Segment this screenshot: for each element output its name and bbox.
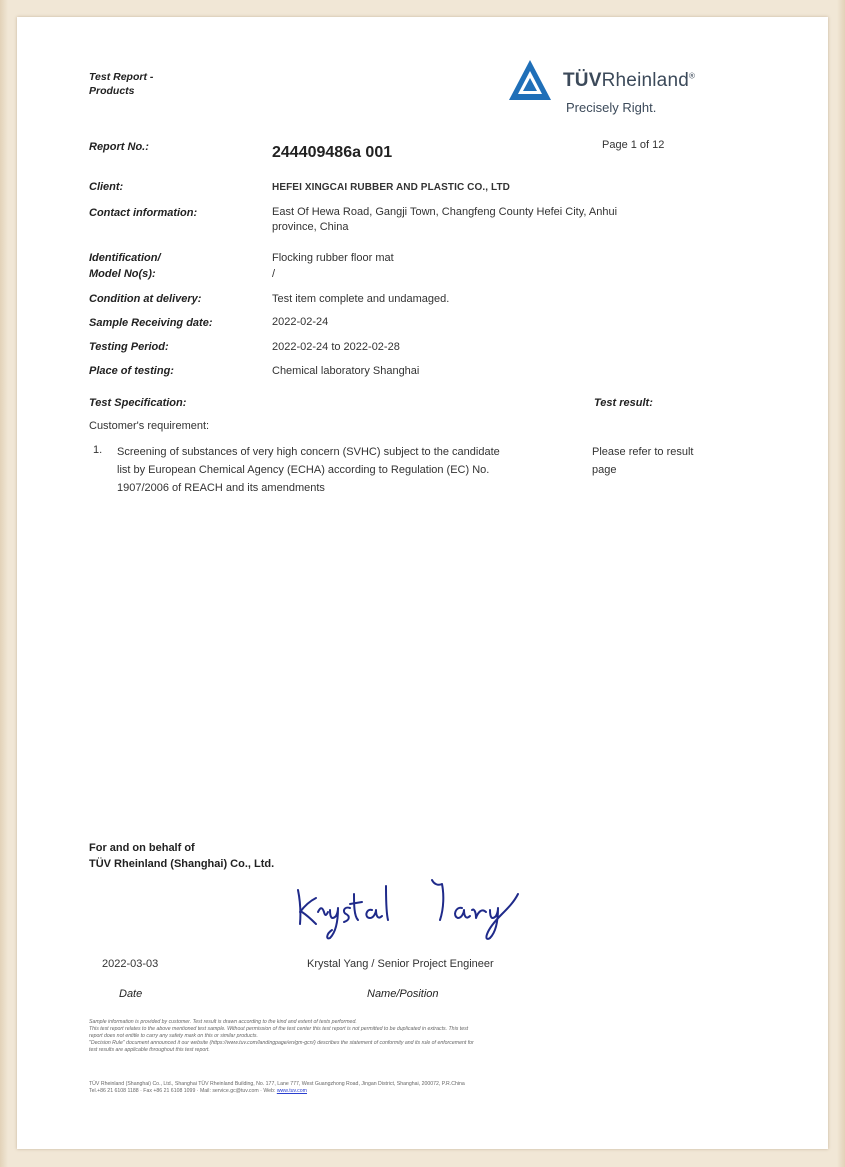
contact-line1: East Of Hewa Road, Gangji Town, Changfeng County Hefei City, Anhui <box>272 206 618 218</box>
brand-light: Rheinland <box>601 70 689 91</box>
condition-label: Condition at delivery: <box>89 293 202 305</box>
behalf-line2: TÜV Rheinland (Shanghai) Co., Ltd. <box>89 858 275 870</box>
contact-value <box>272 205 617 235</box>
page-number: Page 1 of 12 <box>602 139 665 151</box>
brand-name <box>563 70 695 92</box>
footer-notes <box>89 1019 709 1054</box>
identification-label-line1: Identification/ <box>89 252 161 264</box>
footer-note5: test results are applicable throughout this test report. <box>89 1047 210 1053</box>
footer-address <box>89 1081 709 1095</box>
spec-item-line1: Screening of substances of very high concern (SVHC) subject to the candidate <box>117 446 500 458</box>
receiving-value: 2022-02-24 <box>272 316 329 328</box>
place-label: Place of testing: <box>89 365 174 377</box>
customer-requirement: Customer's requirement: <box>89 420 210 432</box>
period-label: Testing Period: <box>89 341 169 353</box>
spec-item-result <box>592 443 694 479</box>
identification-label <box>89 250 161 282</box>
spec-item-line3: 1907/2006 of REACH and its amendments <box>117 482 325 494</box>
report-page <box>17 17 828 1149</box>
tuv-triangle-logo-icon <box>507 57 553 103</box>
client-label: Client: <box>89 181 124 193</box>
spec-item-line2: list by European Chemical Agency (ECHA) according to Regulation (EC) No. <box>117 464 490 476</box>
spec-label: Test Specification: <box>89 397 187 409</box>
footer-contact: Tel.+86 21 6108 1188 · Fax +86 21 6108 1099 · Mail: service.gc@tuv.com · Web: <box>89 1088 276 1094</box>
brand-reg: ® <box>688 71 696 81</box>
signoff-date: 2022-03-03 <box>102 958 159 970</box>
model-label-line2: Model No(s): <box>89 268 156 280</box>
condition-value: Test item complete and undamaged. <box>272 293 450 305</box>
period-value: 2022-02-24 to 2022-02-28 <box>272 341 400 353</box>
client-value: HEFEI XINGCAI RUBBER AND PLASTIC CO., LTD <box>272 182 510 193</box>
footer-web-link[interactable]: www.tuv.com <box>276 1088 307 1094</box>
handwritten-signature <box>292 872 532 942</box>
identification-value-line: Flocking rubber floor mat <box>272 252 394 264</box>
doc-type-line2: Products <box>89 85 135 97</box>
footer-note4: "Decision Rule" document announced it our website (https://www.tuv.com/landingpage/en/gm-gcn/) describes the statement of conformity and its rule of enforcement for <box>89 1040 474 1046</box>
behalf-line1: For and on behalf of <box>89 842 195 854</box>
report-no-label: Report No.: <box>89 141 149 153</box>
identification-value <box>272 250 394 282</box>
result-label: Test result: <box>594 397 653 409</box>
signoff-name-position: Krystal Yang / Senior Project Engineer <box>307 958 494 970</box>
contact-label: Contact information: <box>89 207 198 219</box>
receiving-label: Sample Receiving date: <box>89 317 213 329</box>
footer-address-line1: TÜV Rheinland (Shanghai) Co., Ltd., Shanghai TÜV Rheinland Building, No. 177, Lane 777, West Guangzhong Road, Jingan District, Shanghai, 200072, P.R.China <box>89 1081 465 1087</box>
behalf-block <box>89 840 274 872</box>
place-value: Chemical laboratory Shanghai <box>272 365 420 377</box>
report-no-value: 244409486a 001 <box>272 144 393 161</box>
spec-result-line1: Please refer to result <box>592 446 694 458</box>
brand-bold: TÜV <box>563 70 602 91</box>
footer-note1: Sample information is provided by customer. Test result is drawn according to the kind and extent of tests performed. <box>89 1019 357 1025</box>
model-value-line: / <box>272 268 276 280</box>
footer-note2: This test report relates to the above mentioned test sample. Without permission of the test center this test report is not permitted to be duplicated in extracts. This test <box>89 1026 469 1032</box>
name-position-label: Name/Position <box>367 988 439 1000</box>
spec-item-number: 1. <box>93 444 103 456</box>
footer-address-line2 <box>89 1088 709 1095</box>
doc-type <box>89 70 153 98</box>
date-label: Date <box>119 988 143 1000</box>
spec-result-line2: page <box>592 464 617 476</box>
contact-line2: province, China <box>272 221 349 233</box>
doc-type-line1: Test Report - <box>89 71 154 83</box>
footer-note3: report does not entitle to carry any safety mark on this or similar products. <box>89 1033 258 1039</box>
spec-item-text <box>117 443 587 497</box>
brand-tagline: Precisely Right. <box>566 100 657 115</box>
